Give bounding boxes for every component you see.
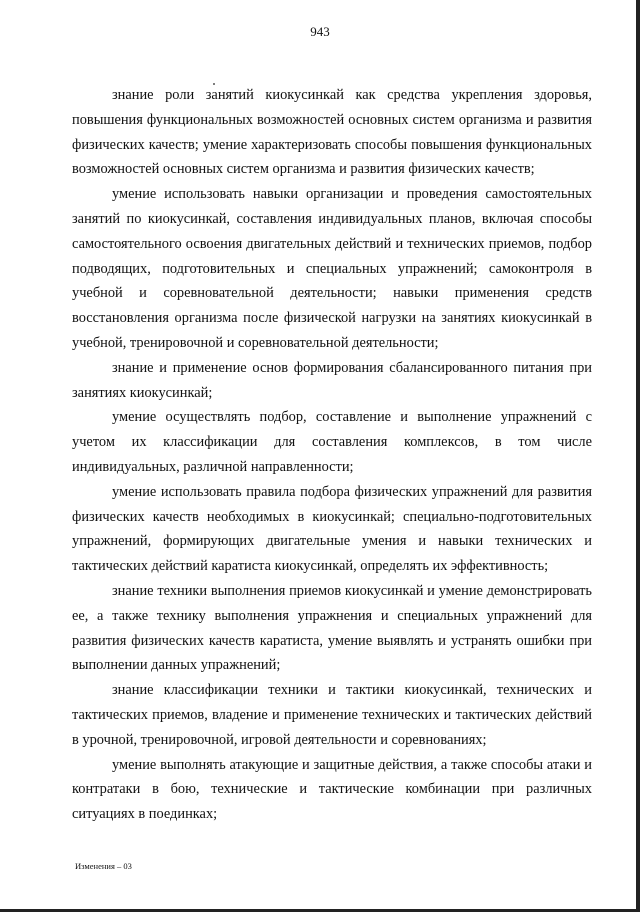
paragraph-8: умение выполнять атакующие и защитные действия, а также способы атаки и контратаки в бою, технические и тактические комбинации при различных ситуациях в поединках; [72,756,592,823]
paragraph-4: умение осуществлять подбор, составление и выполнение упражнений с учетом их классификации для составления комплексов, в том числе индивидуальных, различной направленности; [72,409,592,475]
paragraph-2: умение использовать навыки организации и проведения самостоятельных занятий по киокусинкай, составления индивидуальных планов, включая способы самостоятельного освоения двигательных действий и технических приемов, подбор подводящих, подготовительных и специальных упражнений; самоконтроля в учебной и соревновательной деятельности; навыки применения средств восстановления организма после физической нагрузки на занятиях киокусинкай в учебной, тренировочной и соревновательной деятельности; [72,186,592,351]
page-number: 943 [310,24,330,39]
scan-edge-right [636,0,640,912]
paragraph-1: знание роли занятий киокусинкай как средства укрепления здоровья, повышения функциональных возможностей основных систем организма и развития физических качеств; умение характеризовать способы повышения функциональных возможностей основных систем организма и развития физических качеств; [72,87,592,178]
revision-footer: Изменения – 03 [75,861,132,871]
paragraph-6: знание техники выполнения приемов киокусинкай и умение демонстрировать ее, а также технику выполнения упражнения и специальных упражнений для развития физических качеств каратиста, умение выявлять и устранять ошибки при выполнении данных упражнений; [72,582,592,674]
body-text [72,83,592,827]
paragraph-7: знание классификации техники и тактики киокусинкай, технических и тактических приемов, владение и применение технических и тактических действий в урочной, тренировочной, игровой деятельности и соревнованиях; [72,682,592,748]
paragraph-3: знание и применение основ формирования сбалансированного питания при занятиях киокусинкай; [72,359,592,401]
paragraph-5: умение использовать правила подбора физических упражнений для развития физических качеств необходимых в киокусинкай; специально-подготовительных упражнений, формирующих двигательные умения и навыки технических и тактических действий каратиста киокусинкай, определять их эффективность; [72,483,592,575]
